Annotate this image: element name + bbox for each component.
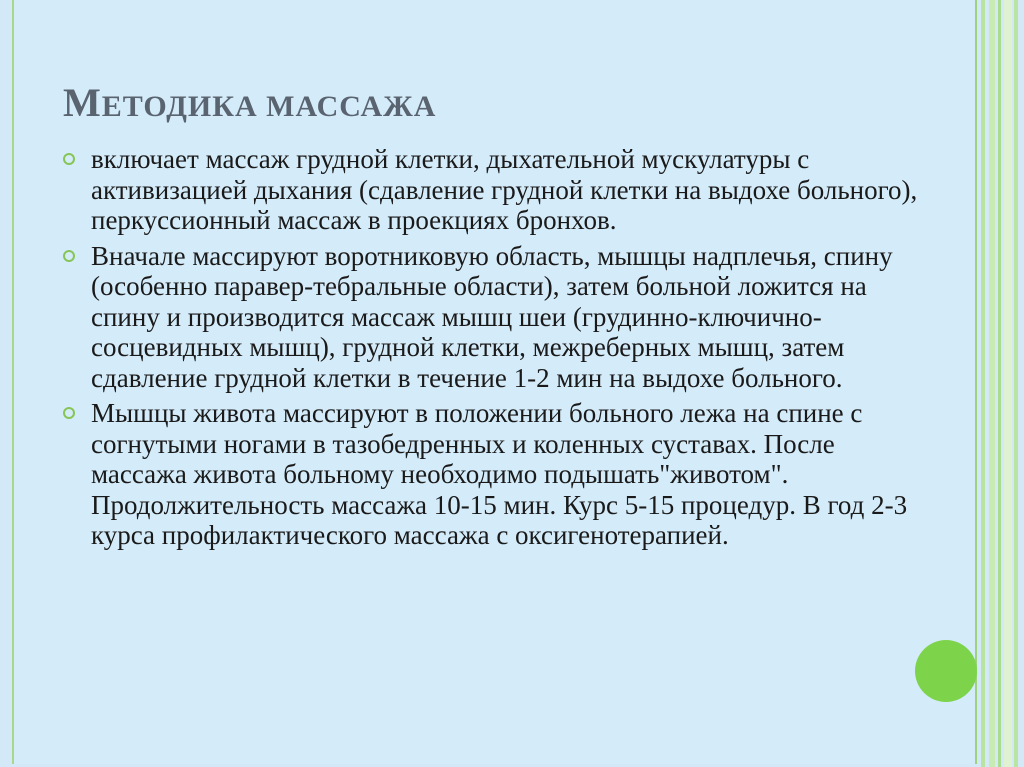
hollow-circle-bullet-icon <box>63 407 75 419</box>
bullet-list <box>63 144 933 556</box>
hollow-circle-bullet-icon <box>63 250 75 262</box>
decorative-stripe <box>989 0 995 767</box>
decorative-stripe <box>1004 0 1012 767</box>
bullet-item <box>63 241 933 394</box>
slide-title-initial: М <box>63 80 102 125</box>
decorative-stripe <box>981 0 985 767</box>
decorative-stripe <box>1014 0 1018 767</box>
bullet-item <box>63 144 933 236</box>
decorative-stripe <box>998 0 1001 767</box>
bullet-text: Мышцы живота массируют в положении больного лежа на спине с согнутыми ногами в тазобедренных и коленных суставах. После массажа живота больному необходимо подышать"животом". Продолжительность массажа 10-15 мин. Курс 5-15 процедур. В год 2-3 курса профилактического массажа с оксигенотерапией. <box>91 398 908 550</box>
hollow-circle-bullet-icon <box>63 153 75 165</box>
slide-title-rest: ЕТОДИКА МАССАЖА <box>101 90 437 123</box>
bullet-item <box>63 398 933 551</box>
green-circle-icon <box>915 640 977 702</box>
slide-title <box>63 79 436 126</box>
bullet-text: включает массаж грудной клетки, дыхательной мускулатуры с активизацией дыхания (сдавление грудной клетки на выдохе больного), перкуссионный массаж в проекциях бронхов. <box>91 144 918 235</box>
bullet-text: Вначале массируют воротниковую область, мышцы надплечья, спину (особенно паравер-тебральные области), затем больной ложится на спину и производится массаж мышц шеи (грудинно-ключично-сосцевидных мышц), грудной клетки, межреберных мышц, затем сдавление грудной клетки в течение 1-2 мин на выдохе больного. <box>91 240 893 393</box>
